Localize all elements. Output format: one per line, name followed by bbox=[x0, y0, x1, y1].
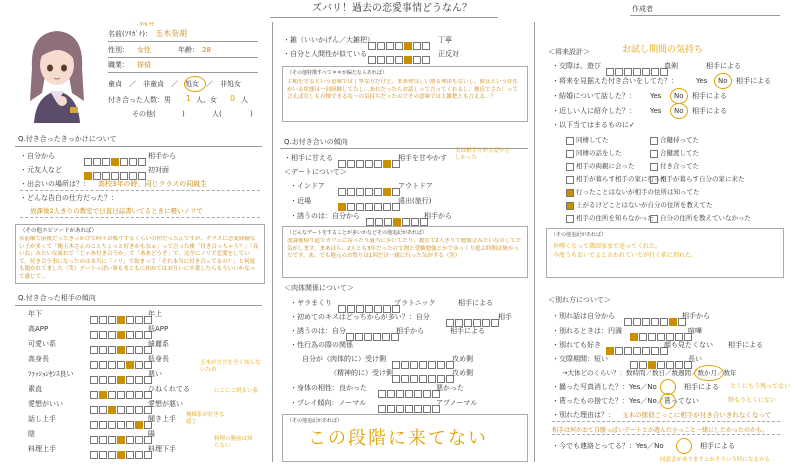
d3-left: ・誘うのは：自分から bbox=[290, 212, 360, 220]
note3: 俺様系が好きな感じ bbox=[186, 412, 225, 425]
job-value: 探偵 bbox=[137, 61, 151, 69]
hand-last: 同窓会がありますとかそういう時になるかも bbox=[660, 457, 771, 463]
b2-right: 相手 bbox=[498, 313, 512, 321]
gender-value: 女性 bbox=[137, 46, 151, 54]
b3-left: ・誘うのは：自分 bbox=[290, 327, 346, 335]
checkbox[interactable] bbox=[566, 150, 574, 158]
count-male: 1 bbox=[186, 94, 192, 103]
other-close: ) bbox=[250, 110, 253, 118]
b7-circle bbox=[660, 393, 676, 409]
date-title: ＜デートについて＞ bbox=[284, 168, 347, 176]
f3-circle bbox=[670, 88, 688, 104]
count-female: 0 bbox=[230, 94, 236, 103]
break-title: ＜別れ方について＞ bbox=[548, 296, 611, 304]
b10: ・今でも連絡とってる？：Yes／No bbox=[552, 442, 664, 450]
mid-other-label: （その他特徴すべて＊＊が偏たならあれば） bbox=[287, 70, 387, 76]
checkbox[interactable] bbox=[650, 163, 658, 171]
b5: →大体どのくらい？：数時間／数日／数週間／数か月／数年 bbox=[562, 369, 737, 377]
m1-left: ・相手に甘える bbox=[284, 154, 333, 162]
hand-b7: 物もうとくにない bbox=[728, 397, 777, 404]
pair-left: ﾌｧｯｼｮﾝｾﾝｽ良い bbox=[28, 370, 74, 378]
pair-left: 素直 bbox=[28, 385, 42, 393]
b5-circle bbox=[694, 365, 724, 381]
pair-left: 高APP bbox=[28, 325, 49, 333]
confess-line bbox=[20, 217, 260, 218]
pair-right: 低APP bbox=[148, 325, 169, 333]
b1r-right: 相手から bbox=[682, 312, 710, 320]
p4-left: ・プレイ傾向：ノーマル bbox=[290, 399, 367, 407]
pair-right: 悪い bbox=[148, 370, 162, 378]
hand-b6: とくにもう残ってない bbox=[730, 383, 791, 390]
p3-left: ・身体の相性：良かった bbox=[290, 384, 367, 392]
f1: ・交際は、遊び bbox=[552, 62, 601, 70]
other-label: その他( bbox=[132, 110, 156, 118]
f4-circle bbox=[670, 103, 688, 119]
hand-top: お試し期間の気持ち bbox=[622, 45, 704, 55]
note1: 玉木が方言を全く知らないため bbox=[200, 360, 261, 373]
future-hand: 外噂くなって鶏回家まで送ってくれた。 今度うちおいでよと言われていたが行く前に別れた。 bbox=[553, 243, 698, 259]
big-hand: この段階に来てない bbox=[308, 428, 488, 449]
pair-right: 料理下手 bbox=[148, 445, 176, 453]
name-value: 玉木奈胡 bbox=[155, 29, 187, 38]
f3-end: 相手による bbox=[692, 92, 727, 100]
d2-right: 遠出(旅行) bbox=[398, 197, 432, 205]
check-label: 相手が暮らす相手の家に行った bbox=[576, 175, 667, 183]
b3: ・別れても好き bbox=[552, 341, 601, 349]
b4r-right: 長い bbox=[688, 355, 702, 363]
pair-right: 陽 bbox=[148, 430, 155, 438]
gender-label: 性別： bbox=[108, 46, 129, 54]
pair-left: 可愛い系 bbox=[28, 340, 56, 348]
checkbox[interactable] bbox=[566, 163, 574, 171]
pair-right: 低身長 bbox=[148, 355, 169, 363]
pair-left: 陰 bbox=[28, 430, 35, 438]
checkbox[interactable] bbox=[566, 215, 574, 223]
b1-left: ・ヤラまくり bbox=[290, 299, 332, 307]
p1-left: 自分が（肉体的に）受け側 bbox=[302, 355, 386, 363]
experience-row: 童貞 ／ 非童貞 ／ 処女 ／ 非処女 bbox=[108, 80, 241, 88]
f2: ・将来を見据えた付き合いをしてた？： bbox=[552, 77, 678, 85]
note-side: 実は相手方が大変やさしかった bbox=[455, 148, 511, 161]
q2-line bbox=[15, 305, 262, 306]
future-title: ＜将来設計＞ bbox=[548, 48, 590, 56]
mid-s2-right: 正反対 bbox=[438, 50, 459, 58]
p3-right: 悪かった bbox=[436, 384, 464, 392]
d3-right: 相手から bbox=[424, 212, 452, 220]
checkbox[interactable] bbox=[650, 137, 658, 145]
scale2-left: ・元友人など bbox=[20, 166, 62, 174]
mid-other-text: 手順を守るという意味では丁寧な方だけど、まあ仲良しい割る理由もないし、彼氏という存在がいる状態は一回経験してたし…あれだったらお話しって言ってくれるし、彼氏でさた！って言えば宣しも自慢できるな～の気持ちだったのでその意味では大雑把とも言える…？ bbox=[287, 79, 519, 100]
pair-right: 愛想が悪い bbox=[148, 400, 183, 408]
checkbox[interactable] bbox=[566, 189, 574, 197]
b9-line bbox=[552, 434, 780, 435]
date-other-label: （どんなデートをすることが多いかなどその他追記があれば） bbox=[287, 230, 428, 236]
f2-circle bbox=[714, 73, 732, 89]
meet-label: ・出会いの場所は？： bbox=[20, 180, 90, 188]
name-line bbox=[108, 41, 258, 42]
d1-left: ・インドア bbox=[290, 182, 325, 190]
b1: ・別れ話は自分から bbox=[552, 312, 615, 320]
divider-1 bbox=[272, 22, 273, 462]
body-title: ＜肉体関係について＞ bbox=[284, 284, 354, 292]
pair-right: 綺麗系 bbox=[148, 340, 169, 348]
b3r-end: 相手による bbox=[728, 341, 763, 349]
f2-no: No bbox=[718, 77, 728, 85]
other-mid: ) bbox=[182, 110, 185, 118]
pair-scale bbox=[90, 444, 153, 463]
page-title: ズバリ！過去の恋愛事情どうなん？ bbox=[312, 3, 472, 14]
pair-left: 年下 bbox=[28, 310, 42, 318]
f4-yes: Yes bbox=[650, 107, 662, 115]
check-label: 合鍵渡してた bbox=[660, 149, 699, 157]
body-other-label: （その他追記があれば） bbox=[287, 418, 343, 424]
checkbox[interactable] bbox=[650, 215, 658, 223]
check-label: 上がるけどことはないが自分の住所を教えてた bbox=[576, 201, 713, 209]
age-label: 年齢： bbox=[178, 46, 199, 54]
job-label: 職業： bbox=[108, 61, 129, 69]
note2: にこにこ明るい系 bbox=[214, 388, 259, 394]
b2r-right: 喧嘩 bbox=[688, 327, 702, 335]
f1-right: 真剣 bbox=[664, 62, 678, 70]
f4: ・近しい人に紹介した？： bbox=[552, 107, 636, 115]
pair-right: ひねくれてる bbox=[148, 385, 190, 393]
check-label: 相手の住所を知らなかった bbox=[576, 214, 654, 222]
author-underline bbox=[630, 15, 780, 16]
f4-no: No bbox=[674, 107, 684, 115]
check-label: 同棲してた bbox=[576, 136, 609, 144]
q3-title: Q.お付き合いの傾向 bbox=[284, 138, 348, 146]
q1-line bbox=[15, 146, 262, 147]
b10-circle bbox=[676, 438, 692, 454]
checkbox[interactable] bbox=[566, 202, 574, 210]
pair-right: 年上 bbox=[148, 310, 162, 318]
check-label: 合鍵持ってた bbox=[660, 136, 699, 144]
pair-left: 話し上手 bbox=[28, 415, 56, 423]
b1-right: 相手による bbox=[458, 299, 493, 307]
f3-yes: Yes bbox=[650, 92, 662, 100]
b6: ・撮った写真消した？：Yes／No bbox=[552, 383, 657, 391]
note4: 料理の腕前は知らない bbox=[214, 436, 253, 449]
b3-right: 相手から bbox=[396, 327, 424, 335]
meet-line bbox=[20, 190, 260, 191]
b8-label: ・別れた理由は？： bbox=[552, 411, 615, 419]
check-label: 同棲の話をした bbox=[576, 149, 622, 157]
title-underline bbox=[270, 17, 498, 18]
p2-left: （精神的に）受け側 bbox=[330, 369, 393, 377]
pos-title: ・性行為の際の関係 bbox=[290, 341, 353, 349]
m1-scale bbox=[338, 153, 401, 172]
mid-s1-right: 丁寧 bbox=[438, 36, 452, 44]
b9: 相手は何かおて自腹っぽいデートとか遊んだ小っこと一緒にしたかったのかも。 bbox=[552, 427, 768, 434]
b6-end: 相手による bbox=[684, 383, 719, 391]
f4-end: 相手による bbox=[692, 107, 727, 115]
count-end: 人 bbox=[241, 96, 248, 104]
divider-2 bbox=[534, 22, 535, 462]
b7: ・貰ったもの捨てた？：Yes／No／貰ってない bbox=[552, 397, 699, 405]
meet-value: 高校3年の時、同じクラスの同級生 bbox=[98, 180, 208, 188]
p4-right: アブノーマル bbox=[436, 399, 478, 407]
date-other-text: 放課後帰り道でカフェに寄ったり適当に歩いてたり、教室で2人きりで勉強会みたいなのしてた気がします。まあほら、2人とも3年だったので割と受験勉強とかでゆっくり遊ぶ時間は無かったです。あ、でも地元のお祭りは1回だけ一緒に行った気がする（笑） bbox=[287, 238, 522, 259]
name-label: 名前(ﾌﾘｶﾞﾅ)： bbox=[108, 30, 152, 38]
b3-scale bbox=[346, 326, 400, 345]
pair-left: 高身長 bbox=[28, 355, 49, 363]
p1-right: 攻め側 bbox=[452, 355, 473, 363]
b10-end: 相手による bbox=[700, 442, 735, 450]
future-other-label: （その他追記があれば） bbox=[551, 232, 607, 238]
job-line bbox=[108, 72, 258, 73]
f3: ・結婚について話した？： bbox=[552, 92, 636, 100]
confess-label: ・どんな告白の仕方だった？： bbox=[20, 194, 118, 202]
f1-end: 相手による bbox=[706, 62, 741, 70]
scale2-right: 初対面 bbox=[148, 166, 169, 174]
check-label: 行ったことはないが相手の住所は知ってた bbox=[576, 188, 700, 196]
checkbox[interactable] bbox=[650, 176, 658, 184]
f5: ・以下当てはまるものに✓ bbox=[552, 121, 635, 129]
check-label: 相手の両親に会った bbox=[576, 162, 635, 170]
b3-end: 相手による bbox=[450, 327, 485, 335]
avatar bbox=[12, 23, 102, 123]
episode-label: （その他エピソードがあれば） bbox=[20, 228, 98, 234]
pair-right: 聞き上手 bbox=[148, 415, 176, 423]
checkbox[interactable] bbox=[566, 176, 574, 184]
episode-text: 名前順で前後だったきっかけで時々お喋りするくらいの仲だったんですが、クラスに恋愛経験ない子が多くて「俺玉木さんのことちょっと好きかもなぁ」って言った後「付き合っちゃう？」「良いね」みたいな流れで「じゃあ付き合うか」で「ああどうぞ」で、完全にノリで恋愛をしていて。付き合う事になったのは本当に「ノリ」で始まって「それ本当に付き合ってるの？」と何度も聞かれてました（笑）デートっぽい事もまともに初めてはお互いに卒業したらもういいかなって感じで… bbox=[19, 236, 259, 280]
f2-yes: Yes bbox=[696, 77, 708, 85]
b8-value: 玉木の探偵ごっこに相手が付き合いきれなくなって bbox=[622, 411, 772, 419]
m1-right: 相手を甘やかす bbox=[398, 154, 447, 162]
author-label: 作成者 bbox=[632, 5, 653, 13]
b4: ・交際期間：短い bbox=[552, 355, 608, 363]
check-label: 付き合ってた bbox=[660, 162, 699, 170]
furigana: ﾀﾏｷ ﾅﾅ bbox=[140, 22, 155, 28]
check-label: 自分の住所を教えていなかった bbox=[660, 214, 751, 222]
scale1-left: ・自分から bbox=[20, 152, 55, 160]
experience-circle bbox=[184, 76, 206, 92]
count-label: 付き合った人数：男 bbox=[108, 96, 171, 104]
d1-right: アウトドア bbox=[398, 182, 433, 190]
age-value: 28 bbox=[202, 46, 211, 54]
pair-left: 料理上手 bbox=[28, 445, 56, 453]
mid-s2-left: ・自分と人間性が似ている bbox=[283, 50, 367, 58]
b3r-right: 顔も見たくない bbox=[664, 341, 713, 349]
pair-left: 愛想がいい bbox=[28, 400, 63, 408]
check-label: 相手が暮らす自分の家に来た bbox=[660, 175, 745, 183]
confess-value: 放課後2人きりの教室で日直日誌書いてるときに軽いノリで bbox=[30, 207, 203, 215]
p2-right: 攻め側 bbox=[452, 369, 473, 377]
q2-title: Q.付き合った相手の傾向 bbox=[18, 294, 96, 302]
mid-s1-left: ・雑（いいかげん／大雑把） bbox=[283, 36, 374, 44]
scale1-right: 相手から bbox=[148, 152, 176, 160]
f3-no: No bbox=[674, 92, 684, 100]
gender-line bbox=[108, 57, 258, 58]
f2-end: 相手による bbox=[736, 77, 771, 85]
b1-mid: プラトニック bbox=[394, 299, 436, 307]
checkbox[interactable] bbox=[650, 150, 658, 158]
other-end: 人( bbox=[212, 110, 222, 118]
d2-left: ・近場 bbox=[290, 197, 311, 205]
b2-left: ・初めてのキスはどっちからが多い？：自分 bbox=[290, 313, 430, 321]
b2: ・別れるときは：円満 bbox=[552, 327, 622, 335]
checkbox[interactable] bbox=[566, 137, 574, 145]
b8-line bbox=[552, 421, 780, 422]
q1-title: Q.付き合ったきっかけについて bbox=[18, 135, 117, 143]
count-mid: 人、女 bbox=[196, 96, 217, 104]
